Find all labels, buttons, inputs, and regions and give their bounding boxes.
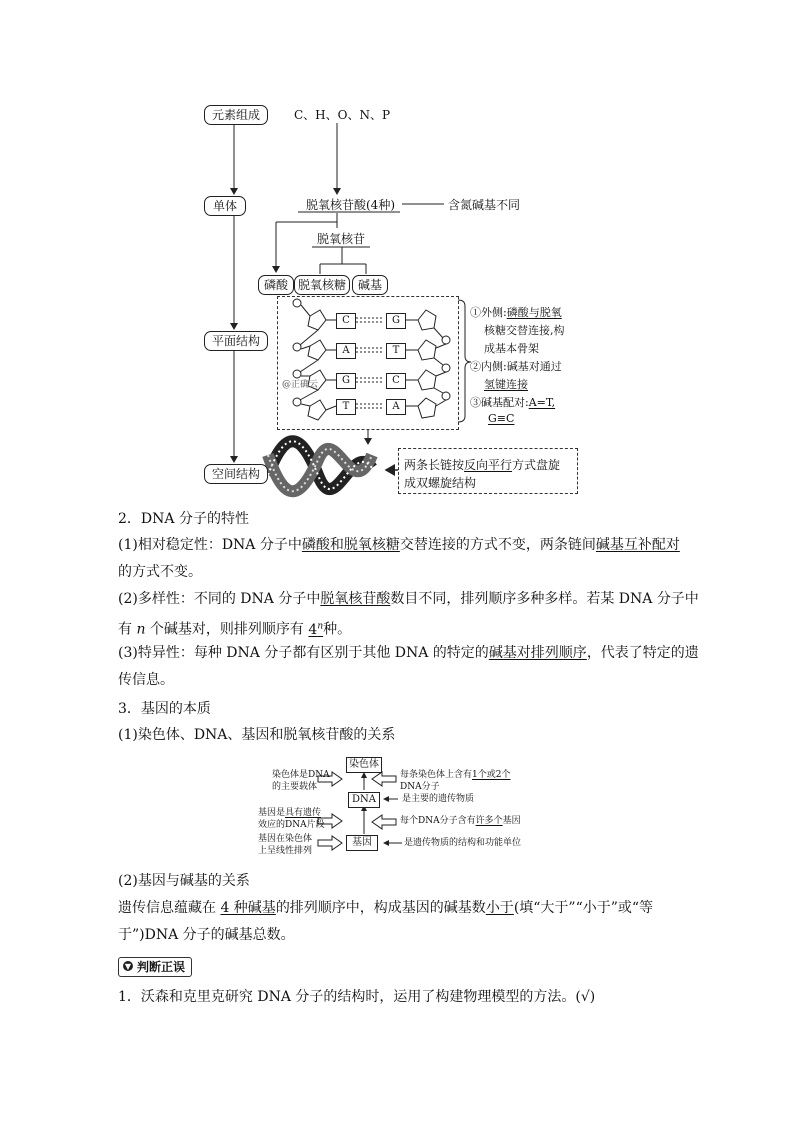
base-pair-3-right: C (386, 373, 406, 389)
section2-p1-line2: 的方式不变。 (118, 564, 202, 580)
note-pair-line1: ③碱基配对:A=T, (470, 396, 556, 409)
section2-p1-line1: (1)相对稳定性：DNA 分子中磷酸和脱氧核糖交替连接的方式不变，两条链间碱基互补配对 (118, 537, 680, 553)
base-pair-2-right: T (386, 343, 406, 359)
section3-sub2: (2)基因与碱基的关系 (118, 873, 250, 889)
label-planar-structure: 平面结构 (204, 331, 268, 351)
right-note-3: 每个DNA分子含有许多个基因 (400, 816, 521, 826)
base-difference-note: 含氮碱基不同 (448, 198, 521, 212)
label-spatial-structure: 空间结构 (204, 464, 268, 484)
left-note-2b: 效应的DNA片段 (258, 820, 325, 830)
left-note-1b: 的主要载体 (272, 782, 318, 792)
note-outer-line1: ①外侧:磷酸与脱氧 (470, 306, 562, 319)
section2-heading: 2．DNA 分子的特性 (118, 511, 249, 527)
component-phosphate: 磷酸 (258, 275, 294, 295)
node-dna: DNA (348, 792, 380, 808)
base-pair-4-right: A (386, 399, 406, 415)
note-inner-line1: ②内侧:碱基对通过 (470, 360, 562, 373)
section2-p3-line1: (3)特异性：每种 DNA 分子都有区别于其他 DNA 的特定的碱基对排列顺序，代表了特定的遗 (118, 645, 699, 661)
right-note-1a: 每条染色体上含有1个或2个 (400, 770, 511, 780)
watermark: @正确云 (282, 380, 319, 390)
elements-list: C、H、O、N、P (294, 108, 391, 122)
deoxynucleotide-label: 脱氧核苷酸(4种) (306, 198, 395, 212)
section2-p3-line2: 传信息。 (118, 672, 174, 688)
right-note-4: 是遗传物质的结构和功能单位 (404, 838, 522, 848)
right-note-2: 是主要的遗传物质 (402, 794, 475, 804)
label-elements: 元素组成 (204, 105, 268, 125)
base-pair-1-left: C (336, 313, 356, 329)
note-inner-line2: 氢键连接 (484, 378, 528, 391)
note-outer-line3: 成基本骨架 (484, 342, 539, 355)
base-pair-1-right: G (386, 313, 406, 329)
section2-p2-line2: 有 n 个碱基对，则排列顺序有 4$^n$种。 (118, 621, 352, 638)
note-outer-line2: 核糖交替连接,构 (484, 324, 565, 337)
left-note-2a: 基因是具有遗传 (258, 808, 322, 818)
base-pair-4-left: T (336, 399, 356, 415)
left-note-3a: 基因在染色体 (258, 834, 313, 844)
node-gene: 基因 (346, 835, 378, 851)
section2-p2-line1: (2)多样性：不同的 DNA 分子中脱氧核苷酸数目不同，排列顺序多种多样。若某 DNA 分子中 (118, 591, 699, 607)
note-pair-line2: G≡C (488, 412, 515, 425)
deoxynucleoside-label: 脱氧核苷 (317, 232, 366, 246)
judge-item-1: 1．沃森和克里克研究 DNA 分子的结构时，运用了构建物理模型的方法。(√) (118, 989, 596, 1005)
section3-p-line2: 于”)DNA 分子的碱基总数。 (118, 927, 295, 943)
section3-p-line1: 遗传信息蕴藏在 4 种碱基的排列顺序中，构成基因的碱基数小于(填“大于”“小于”或“等 (118, 900, 654, 916)
left-note-3b: 上呈线性排列 (258, 846, 313, 856)
component-base: 碱基 (352, 275, 388, 295)
left-note-1a: 染色体是DNA (272, 770, 330, 780)
helix-note-line1: 两条长链按反向平行方式盘旋 (404, 458, 561, 472)
helix-note-line2: 成双螺旋结构 (404, 476, 477, 490)
component-deoxyribose: 脱氧核糖 (294, 275, 350, 295)
section3-sub1: (1)染色体、DNA、基因和脱氧核苷酸的关系 (118, 727, 396, 743)
label-monomer: 单体 (204, 196, 246, 216)
judge-badge: ▼ 判断正误 (118, 957, 192, 977)
section3-heading: 3．基因的本质 (118, 701, 211, 717)
chevron-down-icon: ▼ (124, 961, 132, 971)
right-note-1b: DNA分子 (400, 782, 440, 792)
base-pair-2-left: A (336, 343, 356, 359)
node-chromosome: 染色体 (346, 757, 382, 773)
base-pair-3-left: G (336, 373, 356, 389)
